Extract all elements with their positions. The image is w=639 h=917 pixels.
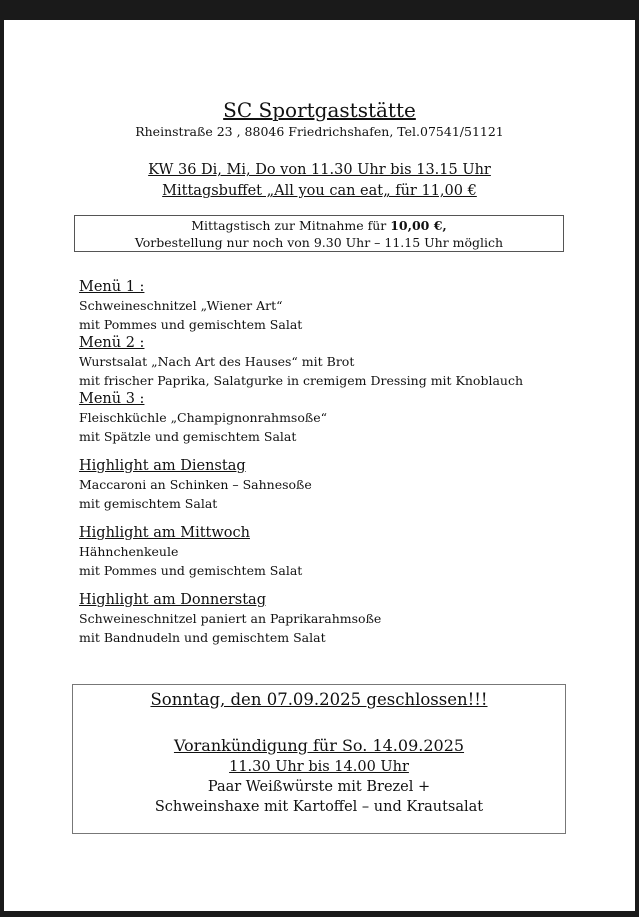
buffet-price: Mittagsbuffet „All you can eat„ für 11,00 € xyxy=(162,183,477,199)
notice-box xyxy=(72,684,566,834)
week-info xyxy=(4,160,635,202)
page-title: SC Sportgaststätte xyxy=(223,98,416,122)
menu-line: mit Spätzle und gemischtem Salat xyxy=(79,428,297,444)
menu-line: Schweineschnitzel „Wiener Art“ xyxy=(79,298,283,313)
highlight-heading: Highlight am Mittwoch xyxy=(79,525,250,541)
highlight-heading: Highlight am Donnerstag xyxy=(79,592,266,608)
preorder-line: Vorbestellung nur noch von 9.30 Uhr – 11.15 Uhr möglich xyxy=(134,235,504,250)
menu-line: Wurstsalat „Nach Art des Hauses“ mit Brot xyxy=(79,354,355,369)
menu-line: Fleischküchle „Champignonrahmsoße“ xyxy=(79,410,328,425)
highlight-line: Maccaroni an Schinken – Sahnesoße xyxy=(79,477,312,492)
highlight-line: mit gemischtem Salat xyxy=(79,495,218,511)
takeaway-price-line: Mittagstisch zur Mitnahme für 10,00 €, xyxy=(191,218,447,233)
menu-heading: Menü 3 : xyxy=(79,391,145,407)
menu-line: mit Pommes und gemischtem Salat xyxy=(79,316,303,332)
menu-list xyxy=(79,278,619,647)
announcement-line: Schweinshaxe mit Kartoffel – und Krautsalat xyxy=(154,799,484,815)
highlight-line: Schweineschnitzel paniert an Paprikarahmsoße xyxy=(79,611,382,626)
announcement-time: 11.30 Uhr bis 14.00 Uhr xyxy=(229,759,409,775)
highlight-line: mit Pommes und gemischtem Salat xyxy=(79,562,303,578)
menu-heading: Menü 1 : xyxy=(79,279,145,295)
menu-line: mit frischer Paprika, Salatgurke in cremigem Dressing mit Knoblauch xyxy=(79,372,524,388)
address-line: Rheinstraße 23 , 88046 Friedrichshafen, Tel.07541/51121 xyxy=(135,124,504,139)
announcement-line: Paar Weißwürste mit Brezel + xyxy=(207,779,431,795)
highlight-line: Hähnchenkeule xyxy=(79,544,179,559)
highlight-heading: Highlight am Dienstag xyxy=(79,458,246,474)
takeaway-price: 10,00 €, xyxy=(390,218,447,233)
takeaway-box xyxy=(74,215,564,252)
week-hours: KW 36 Di, Mi, Do von 11.30 Uhr bis 13.15 Uhr xyxy=(148,162,491,178)
highlight-line: mit Bandnudeln und gemischtem Salat xyxy=(79,629,326,645)
closed-notice: Sonntag, den 07.09.2025 geschlossen!!! xyxy=(150,690,488,709)
menu-page xyxy=(4,20,635,911)
announcement-heading: Vorankündigung für So. 14.09.2025 xyxy=(173,736,465,755)
menu-heading: Menü 2 : xyxy=(79,335,145,351)
